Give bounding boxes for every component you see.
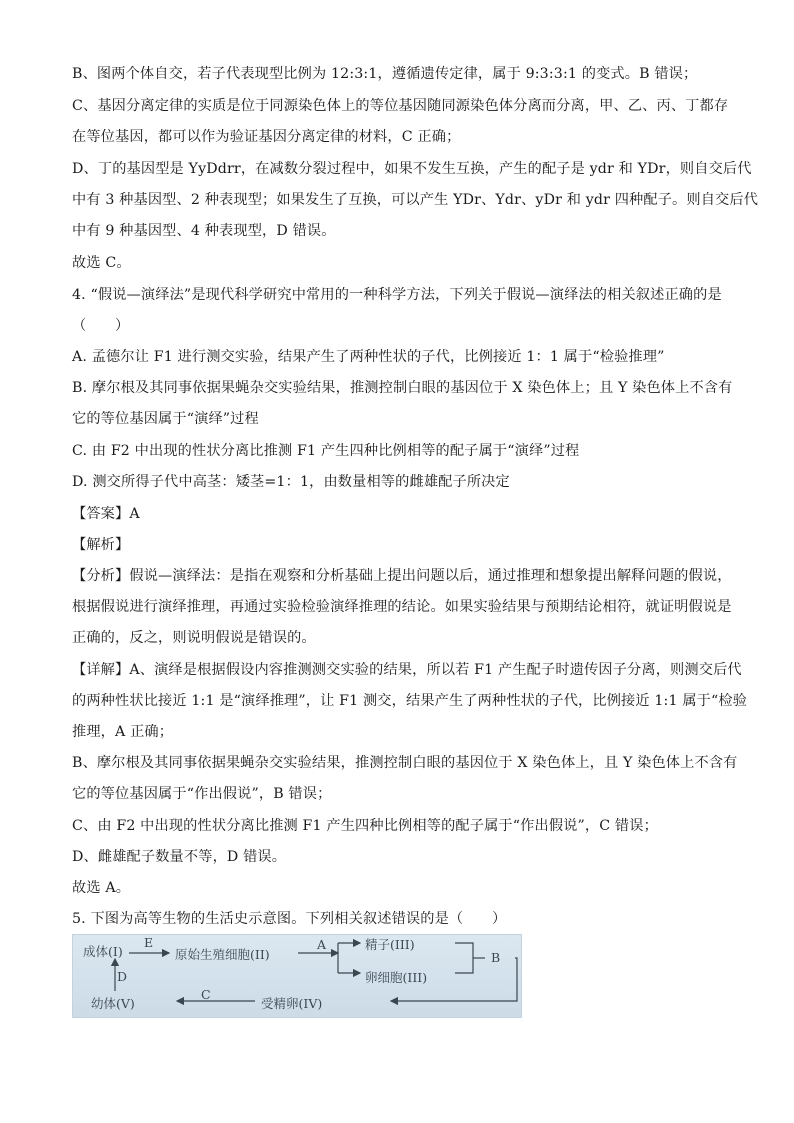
text-line: 正确的，反之，则说明假说是错误的。 xyxy=(72,630,316,646)
arrow-label-c: C xyxy=(201,987,211,1002)
analysis-label: 【解析】 xyxy=(72,537,130,553)
answer-label: 【答案】A xyxy=(72,506,140,522)
text-line: 推理，A 正确； xyxy=(72,724,174,740)
question-4-bracket: （ ） xyxy=(72,318,130,334)
arrow-label-a: A xyxy=(317,937,327,952)
text-line: 在等位基因，都可以作为验证基因分离定律的材料，C 正确； xyxy=(72,129,461,145)
node-juvenile: 幼体(V) xyxy=(91,996,135,1011)
text-line: 中有 9 种基因型、4 种表现型，D 错误。 xyxy=(72,223,336,239)
arrow-label-e: E xyxy=(144,935,154,950)
question-5-stem: 5. 下图为高等生物的生活史示意图。下列相关叙述错误的是（ ） xyxy=(72,911,507,927)
text-line: D、雌雄配子数量不等，D 错误。 xyxy=(72,849,287,865)
option-b: B. 摩尔根及其同事依据果蝇杂交实验结果，推测控制白眼的基因位于 X 染色体上；且 Y 染色体上不含有 xyxy=(72,380,733,396)
node-egg: 卵细胞(III) xyxy=(365,970,428,985)
text-line: 故选 A。 xyxy=(72,880,131,896)
node-zygote: 受精卵(IV) xyxy=(261,996,323,1011)
text-line: D、丁的基因型是 YyDdrr，在减数分裂过程中，如果不发生互换，产生的配子是 ydr 和 YDr，则自交后代 xyxy=(72,161,752,177)
option-c: C. 由 F2 中出现的性状分离比推测 F1 产生四种比例相等的配子属于“演绎”过程 xyxy=(72,443,580,459)
text-line: 根据假说进行演绎推理，再通过实验检验演绎推理的结论。如果实验结果与预期结论相符，就证明假说是 xyxy=(72,599,732,615)
arrow-label-b: B xyxy=(491,950,501,965)
life-cycle-diagram xyxy=(72,934,522,1018)
text-line: C、基因分离定律的实质是位于同源染色体上的等位基因随同源染色体分离而分离，甲、乙、丙、丁都存 xyxy=(72,98,729,114)
text-line: 【分析】假说—演绎法：是指在观察和分析基础上提出问题以后，通过推理和想象提出解释问题的假说， xyxy=(72,568,732,584)
text-line: 它的等位基因属于“作出假说”，B 错误； xyxy=(72,786,332,802)
option-d: D. 测交所得子代中高茎：矮茎=1：1，由数量相等的雌雄配子所决定 xyxy=(72,474,510,490)
text-line: 【详解】A、演绎是根据假设内容推测测交实验的结果，所以若 F1 产生配子时遗传因子分离，则测交后代 xyxy=(72,662,742,678)
node-adult: 成体(I) xyxy=(83,944,123,959)
text-line: B、摩尔根及其同事依据果蝇杂交实验结果，推测控制白眼的基因位于 X 染色体上，且 Y 染色体上不含有 xyxy=(72,755,738,771)
arrow-label-d: D xyxy=(117,969,128,984)
node-primordial-germ-cell: 原始生殖细胞(II) xyxy=(175,947,270,962)
option-a: A. 孟德尔让 F1 进行测交实验，结果产生了两种性状的子代，比例接近 1：1 属于“检验推理” xyxy=(72,349,665,365)
text-line: B、图两个体自交，若子代表现型比例为 12:3:1，遵循遗传定律，属于 9:3:3:1 的变式。B 错误； xyxy=(72,66,698,82)
text-line: C、由 F2 中出现的性状分离比推测 F1 产生四种比例相等的配子属于“作出假说”，C 错误； xyxy=(72,818,658,834)
question-4-stem: 4. “假说—演绎法”是现代科学研究中常用的一种科学方法，下列关于假说—演绎法的相关叙述正确的是 xyxy=(72,287,722,303)
text-line: 的两种性状比接近 1:1 是“演绎推理”，让 F1 测交，结果产生了两种性状的子代，比例接近 1:1 属于“检验 xyxy=(72,693,748,709)
node-sperm: 精子(III) xyxy=(365,937,415,952)
text-line: 故选 C。 xyxy=(72,255,131,271)
option-b-cont: 它的等位基因属于“演绎”过程 xyxy=(72,411,259,427)
text-line: 中有 3 种基因型、2 种表现型；如果发生了互换，可以产生 YDr、Ydr、yDr 和 ydr 四种配子。则自交后代 xyxy=(72,192,759,208)
